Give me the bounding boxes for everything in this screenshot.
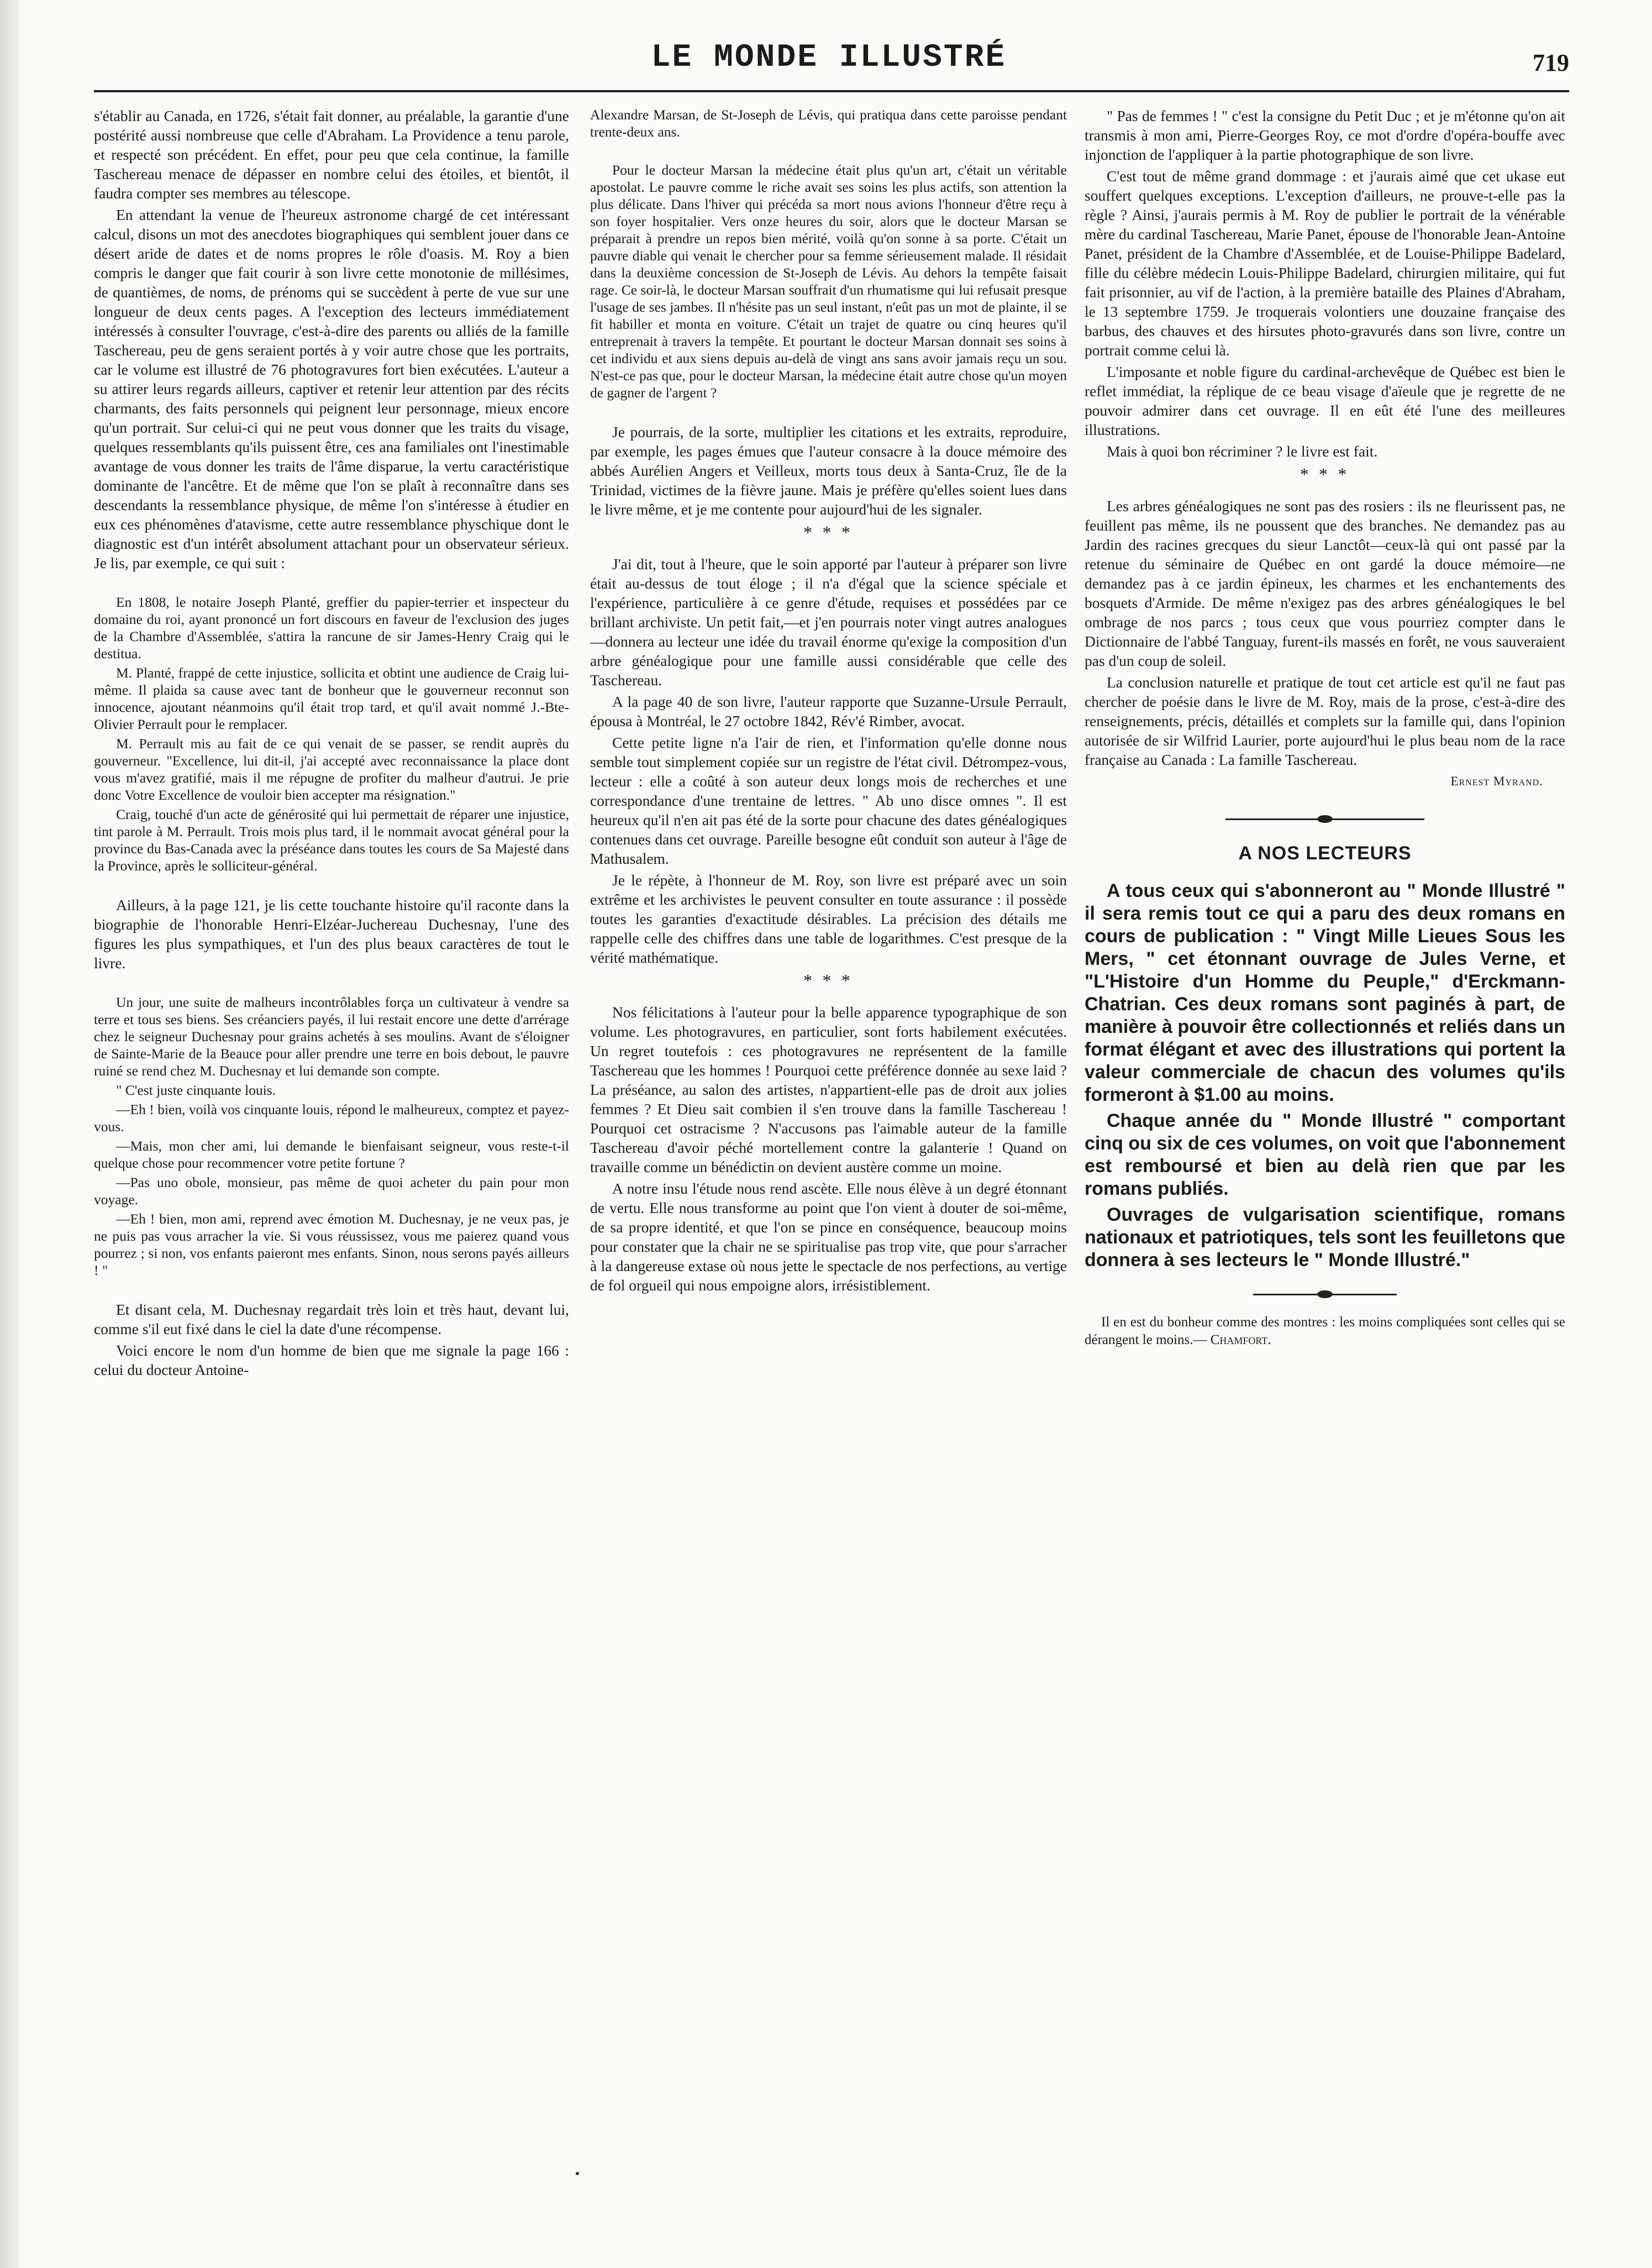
article-paragraph: C'est tout de même grand dommage : et j'aurais aimé que cet ukase eut souffert quelques exceptions. L'exception d'ailleurs, ne prouve-t-elle pas la règle ? Ainsi, j'aurais permis à M. Roy de publier le portrait de la vénérable mère du cardinal Taschereau, Marie Panet, épouse de l'honorable Jean-Antoine Panet, président de la Chambre d'Assemblée, et de Louise-Philippe Badelard, fille du célèbre médecin Louis-Philippe Badelard, chirurgien militaire, qui fut fait prisonnier, au vif de l'action, à la première bataille des Plaines d'Abraham, le 13 septembre 1759. Je troquerais volontiers une douzaine française des barbus, des chauves et des hirsutes photo-gravurés dans son livre, contre un portrait comme celui là. — [1085, 167, 1565, 359]
maxim-body: Il en est du bonheur comme des montres : les moins compliquées sont celles qui se dérangent le moins.— — [1085, 1315, 1565, 1347]
article-paragraph: s'établir au Canada, en 1726, s'était fait donner, au préalable, la garantie d'une postérité aussi nombreuse que celle d'Abraham. La Providence a tenu parole, et respecté son précédent. En effet, pour peu que cela continue, la famille Taschereau menace de dépasser en nombre celui des étoiles, et bientôt, il faudra compter ses membres au télescope. — [94, 107, 569, 202]
quoted-paragraph: —Pas uno obole, monsieur, pas même de quoi acheter du pain pour mon voyage. — [94, 1174, 569, 1208]
article-paragraph: Je le répète, à l'honneur de M. Roy, son livre est préparé avec un soin extrême et les archivistes le peuvent consulter en toute assurance : il possède toutes les garanties d'exactitude désirables. La précision des détails me rappelle celle des chiffres dans une table de logarithmes. C'est presque de la vérité mathématique. — [590, 872, 1067, 966]
column-3 — [1085, 106, 1565, 1351]
article-paragraph: " Pas de femmes ! " c'est la consigne du Petit Duc ; et je m'étonne qu'on ait transmis à mon ami, Pierre-Georges Roy, ce mot d'ordre d'opéra-bouffe avec injonction de l'appliquer à la partie photographique de son livre. — [1085, 107, 1565, 163]
header-rule — [94, 90, 1569, 92]
article-paragraph: Voici encore le nom d'un homme de bien que me signale la page 166 : celui du docteur Antoine- — [94, 1342, 569, 1378]
article-paragraph: Je pourrais, de la sorte, multiplier les citations et les extraits, reproduire, par exemple, les pages émues que l'auteur consacre à la douce mémoire des abbés Aurélien Angers et Veilleux, morts tous deux à Santa-Cruz, île de la Trinidad, victimes de la fièvre jaune. Mais je préfère qu'elles soient lues dans le livre même, et je me contente pour aujourd'hui de les signaler. — [590, 423, 1067, 518]
article-paragraph: En attendant la venue de l'heureux astronome chargé de cet intéressant calcul, disons un mot des anecdotes biographiques qui semblent jouer dans ce désert aride de dates et de noms propres le rôle d'oasis. M. Roy a bien compris le danger que fait courir à son livre cette monotonie de millésimes, de quantièmes, de noms, de prénoms qui se succèdent à perte de vue sur une longueur de deux cents pages. A l'exception des lecteurs immédiatement intéressés à consulter l'ouvrage, c'est-à-dire des parents ou alliés de la famille Taschereau, peu de gens seraient portés à y voir autre chose que les portraits, car le volume est illustré de 76 photogravures fort bien exécutées. L'auteur a su attirer leurs regards ailleurs, captiver et retenir leur attention par des récits charmants, des faits personnels qui peignent leur personnage, mieux encore qu'un portrait. Sur celui-ci qui ne peut vous donner que les traits du visage, quelques ressemblants qu'ils puissent être, ces ana familiales ont l'inestimable avantage de vous donner les traits de l'âme disparue, la vertu caractéristique dominante de l'ancêtre. Et de même que l'on se plaît à reconnaître dans ses descendants la ressemblance physique, de même l'on s'intéresse à étudier en eux ces phénomènes d'atavisme, cette autre ressemblance physchique dont le diagnostic est d'un intérêt absolument attachant pour un observateur sérieux. Je lis, par exemple, ce qui suit : — [94, 206, 569, 571]
article-paragraph: Et disant cela, M. Duchesnay regardait très loin et très haut, devant lui, comme s'il eut fixé dans le ciel la date d'une récompense. — [94, 1301, 569, 1337]
maxim-text — [1085, 1314, 1565, 1349]
section-break-asterism: * * * — [803, 970, 854, 990]
quoted-paragraph: —Eh ! bien, mon ami, reprend avec émotion M. Duchesnay, je ne veux pas, je ne puis pas vous arracher la vie. Si vous réussissez, vous me paierez quand vous pourrez ; si non, vos enfants paieront mes enfants. Sinon, nous serons payés ailleurs ! " — [94, 1211, 569, 1278]
section-break-asterism: * * * — [803, 522, 854, 542]
quoted-paragraph: Craig, touché d'un acte de générosité qui lui permettait de réparer une injustice, tint parole à M. Perrault. Trois mois plus tard, il le nommait avocat général pour la province du Bas-Canada avec la préséance dans toutes les cours de Sa Majesté dans la Province, après le solliciteur-général. — [94, 806, 569, 874]
page-number: 719 — [1533, 49, 1569, 76]
subscriber-notice — [1085, 880, 1565, 1272]
quoted-paragraph: Un jour, une suite de malheurs incontrôlables força un cultivateur à vendre sa terre et tous ses biens. Ses créanciers payés, il lui restait encore une dette d'arrérage chez le seigneur Duchesnay pour grains achetés à ses moulins. Avant de s'éloigner de Sainte-Marie de la Beauce pour aller prendre une terre en bois debout, le pauvre ruiné se rend chez M. Duchesnay et lui demande son compte. — [94, 994, 569, 1079]
quoted-paragraph: " C'est juste cinquante louis. — [116, 1082, 276, 1098]
quoted-paragraph: M. Planté, frappé de cette injustice, sollicita et obtint une audience de Craig lui-même. Il plaida sa cause avec tant de bonheur que le gouverneur reconnut son innocence, ajoutant néanmoins qu'il était trop tard, et qu'il avait nommé J.-Bte-Olivier Perrault pour le remplacer. — [94, 665, 569, 732]
notice-heading: A NOS LECTEURS — [1238, 843, 1412, 864]
author-signature: Ernest Myrand. — [1450, 774, 1543, 788]
ornament-divider — [1085, 1275, 1565, 1314]
article-paragraph: Nos félicitations à l'auteur pour la belle apparence typographique de son volume. Les photogravures, en particulier, sont forts habilement exécutées. Un regret toutefois : ces photogravures ne représentent de la famille Taschereau que les hommes ! Pourquoi cette préférence donnée au sexe laid ? La préséance, au salon des artistes, n'appartient-elle pas de droit aux jolies femmes ? Et Dieu sait combien il s'en trouve dans la famille Taschereau ! Pourquoi cet ostracisme ? N'accusons pas l'aimable auteur de la famille Taschereau d'avoir péché mortellement contre la galanterie ! Quand on travaille comme un bénédictin on devient austère comme un moine. — [590, 1004, 1067, 1175]
notice-paragraph: Ouvrages de vulgarisation scientifique, romans nationaux et patriotiques, tels sont les feuilletons que donnera à ses lecteurs le " Monde Illustré." — [1085, 1204, 1565, 1271]
quoted-paragraph: —Mais, mon cher ami, lui demande le bienfaisant seigneur, vous reste-t-il quelque chose pour recommencer votre petite fortune ? — [94, 1138, 569, 1171]
masthead-title: LE MONDE ILLUSTRÉ — [651, 40, 1007, 76]
quoted-paragraph: M. Perrault mis au fait de ce qui venait de se passer, se rendit auprès du gouverneur. "Excellence, lui dit-il, j'ai accepté avec reconnaissance la place dont vous m'avez gratifié, mais il me répugne de profiter du malheur d'autrui. Je prie donc Votre Excellence de vouloir bien accepter ma résignation." — [94, 736, 569, 803]
quoted-paragraph: En 1808, le notaire Joseph Planté, greffier du papier-terrier et inspecteur du domaine du roi, ayant prononcé un fort discours en faveur de l'exclusion des juges de la Chambre d'Assemblée, s'attira la rancune de sir James-Henry Craig qui le destitua. — [94, 594, 569, 662]
print-speck — [576, 2172, 579, 2175]
article-paragraph: L'imposante et noble figure du cardinal-archevêque de Québec est bien le reflet immédiat, la réplique de ce beau visage d'aïeule que je regrette de ne pouvoir admirer dans cet ouvrage. Il en eût été l'une des meilleures illustrations. — [1085, 363, 1565, 438]
column-1 — [94, 106, 569, 1382]
quoted-paragraph: Alexandre Marsan, de St-Joseph de Lévis, qui pratiqua dans cette paroisse pendant trente-deux ans. — [590, 107, 1067, 140]
article-paragraph: A notre insu l'étude nous rend ascète. Elle nous élève à un degré étonnant de vertu. Elle nous transforme au point que l'on vient à douter de soi-même, de sa propre identité, et que l'on se pince en conséquence, beaucoup moins pour constater que la chair ne se spiritualise pas trop vite, que pour s'arracher à la dangereuse extase où nous jette le spectacle de nos perfections, au vertige de fol orgueil qui nous empoigne alors, irrésistiblement. — [590, 1180, 1067, 1294]
article-paragraph: Mais à quoi bon récriminer ? le livre est fait. — [1107, 443, 1378, 460]
article-paragraph: Ailleurs, à la page 121, je lis cette touchante histoire qu'il raconte dans la biographie de l'honorable Henri-Elzéar-Juchereau Duchesnay, l'une des figures les plus sympathiques, et l'un des plus beaux caractères de tout le livre. — [94, 896, 569, 972]
article-paragraph: J'ai dit, tout à l'heure, que le soin apporté par l'auteur à préparer son livre était au-dessus de tout éloge ; il n'a d'égal que la science spéciale et l'expérience, particulière à ce genre d'étude, requises et possédées par ce brillant archiviste. Un petit fait,—et j'en pourrais noter vingt autres analogues—donnera au lecteur une idée du travail énorme qu'exige la composition d'un arbre généalogique pour une famille aussi considérable que celle des Taschereau. — [590, 555, 1067, 689]
column-2 — [590, 106, 1067, 1297]
maxim-author: Chamfort. — [1210, 1332, 1271, 1347]
closing-maxim — [1085, 1314, 1565, 1349]
ornament-divider — [1085, 800, 1565, 838]
page-edge-shadow — [0, 0, 20, 2268]
quoted-paragraph: —Eh ! bien, voilà vos cinquante louis, répond le malheureux, comptez et payez-vous. — [94, 1101, 569, 1135]
quoted-paragraph: Pour le docteur Marsan la médecine était plus qu'un art, c'était un véritable apostolat. Le pauvre comme le riche avait ses soins les plus actifs, son attention la plus délicate. Dans l'hiver qui précéda sa mort nous avions l'honneur d'être reçu à son foyer hospitalier. Vers onze heures du soir, alors que le docteur Marsan se préparait à prendre un repos bien mérité, voilà qu'on sonne à sa porte. C'était un pauvre diable qui venait le chercher pour sa femme sérieusement malade. Il résidait dans la deuxième concession de St-Joseph de Lévis. Au dehors la tempête faisait rage. Ce soir-là, le docteur Marsan souffrait d'un rhumatisme qui lui refusait presque l'usage de ses jambes. Il n'hésite pas un seul instant, n'eût pas un mot de plainte, il se fit habiller et monta en voiture. C'était un trajet de quatre ou cinq heures qu'il entreprenait à travers la tempête. Et pourtant le docteur Marsan donnait ses soins à cet individu et aux siens depuis au-delà de vingt ans sans avoir jamais reçu un sou. N'est-ce pas que, pour le docteur Marsan, la médecine était autre chose qu'un moyen de gagner de l'argent ? — [590, 162, 1067, 401]
article-paragraph: La conclusion naturelle et pratique de tout cet article est qu'il ne faut pas chercher de poésie dans le livre de M. Roy, mais de la prose, c'est-à-dire des renseignements, précis, détaillés et complets sur la famille qui, dans l'opinion autorisée de sir Wilfrid Laurier, porte aujourd'hui le plus beau nom de la race française au Canada : La famille Taschereau. — [1085, 674, 1565, 768]
article-paragraph: A la page 40 de son livre, l'auteur rapporte que Suzanne-Ursule Perrault, épousa à Montréal, le 27 octobre 1842, Rév'é Rimber, avocat. — [590, 693, 1067, 729]
article-paragraph: Cette petite ligne n'a l'air de rien, et l'information qu'elle donne nous semble tout simplement copiée sur un registre de l'état civil. Détrompez-vous, lecteur : elle a coûté à son auteur deux longs mois de recherches et une correspondance d'une trentaine de lettres. " Ab uno disce omnes ". Il est heureux qu'il n'en ait pas été de la sorte pour chacune des dates généalogiques contenues dans cet ouvrage. Pareille besogne eût conduit son auteur à l'âge de Mathusalem. — [590, 734, 1067, 867]
article-paragraph: Les arbres généalogiques ne sont pas des rosiers : ils ne fleurissent pas, ne feuillent pas même, ils ne poussent que des branches. Ne demandez pas au Jardin des racines grecques du sieur Lanctôt—ceux-là qui ont passé par la retenue du séminaire de Québec en ont gardé la douce mémoire—ne demandez pas à ce jardin épineux, les charmes et les enchantements des bosquets d'Armide. De même n'exigez pas des arbres généalogiques le bel ombrage de nos parcs ; tous ceux que vous pourriez compter dans le Dictionnaire de l'abbé Tanguay, furent-ils massés en forêt, ne vous sauveraient pas d'un coup de soleil. — [1085, 497, 1565, 669]
section-break-asterism: * * * — [1299, 464, 1350, 484]
notice-paragraph: A tous ceux qui s'abonneront au " Monde Illustré " il sera remis tout ce qui a paru des deux romans en cours de publication : " Vingt Mille Lieues Sous les Mers, " cet étonnant ouvrage de Jules Verne, et "L'Histoire d'un Homme du Peuple," d'Erckmann-Chatrian. Ces deux romans sont paginés à part, de manière à pouvoir être collectionnés et reliés dans un format élégant et avec des illustrations qui portent la valeur commerciale de chacun des volumes qu'ils formeront à $1.00 au moins. — [1085, 880, 1565, 1105]
notice-paragraph: Chaque année du " Monde Illustré " comportant cinq ou six de ces volumes, on voit que l'abonnement est remboursé et bien au delà rien que par les romans publiés. — [1085, 1110, 1565, 1199]
